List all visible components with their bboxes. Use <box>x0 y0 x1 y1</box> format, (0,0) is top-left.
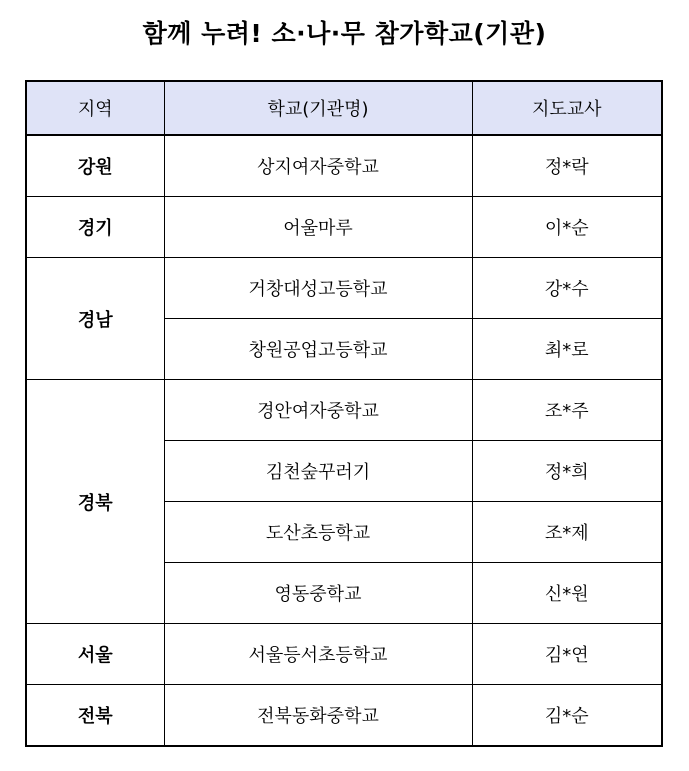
header-teacher: 지도교사 <box>472 81 662 135</box>
teacher-cell: 조*제 <box>472 502 662 563</box>
school-cell: 경안여자중학교 <box>164 380 472 441</box>
school-cell: 김천숲꾸러기 <box>164 441 472 502</box>
teacher-cell: 이*순 <box>472 197 662 258</box>
teacher-cell: 조*주 <box>472 380 662 441</box>
teacher-cell: 정*락 <box>472 135 662 197</box>
table-row <box>26 380 662 441</box>
school-cell: 어울마루 <box>164 197 472 258</box>
header-school: 학교(기관명) <box>164 81 472 135</box>
teacher-cell: 최*로 <box>472 319 662 380</box>
school-cell: 도산초등학교 <box>164 502 472 563</box>
region-cell-gyeongbuk: 경북 <box>26 380 164 624</box>
table-row <box>26 258 662 319</box>
school-cell: 거창대성고등학교 <box>164 258 472 319</box>
table-row <box>26 624 662 685</box>
school-cell: 전북동화중학교 <box>164 685 472 747</box>
school-cell: 상지여자중학교 <box>164 135 472 197</box>
participant-table <box>25 80 663 747</box>
region-cell-jeonbuk: 전북 <box>26 685 164 747</box>
teacher-cell: 강*수 <box>472 258 662 319</box>
table-row <box>26 685 662 747</box>
school-cell: 서울등서초등학교 <box>164 624 472 685</box>
table-row <box>26 197 662 258</box>
teacher-cell: 신*원 <box>472 563 662 624</box>
region-cell-gyeongnam: 경남 <box>26 258 164 380</box>
teacher-cell: 김*순 <box>472 685 662 747</box>
region-cell-seoul: 서울 <box>26 624 164 685</box>
table-row <box>26 135 662 197</box>
region-cell-gangwon: 강원 <box>26 135 164 197</box>
table-header-row <box>26 81 662 135</box>
teacher-cell: 정*희 <box>472 441 662 502</box>
region-cell-gyeonggi: 경기 <box>26 197 164 258</box>
page-title: 함께 누려! 소·나·무 참가학교(기관) <box>142 19 547 48</box>
teacher-cell: 김*연 <box>472 624 662 685</box>
school-cell: 창원공업고등학교 <box>164 319 472 380</box>
header-region: 지역 <box>26 81 164 135</box>
school-cell: 영동중학교 <box>164 563 472 624</box>
